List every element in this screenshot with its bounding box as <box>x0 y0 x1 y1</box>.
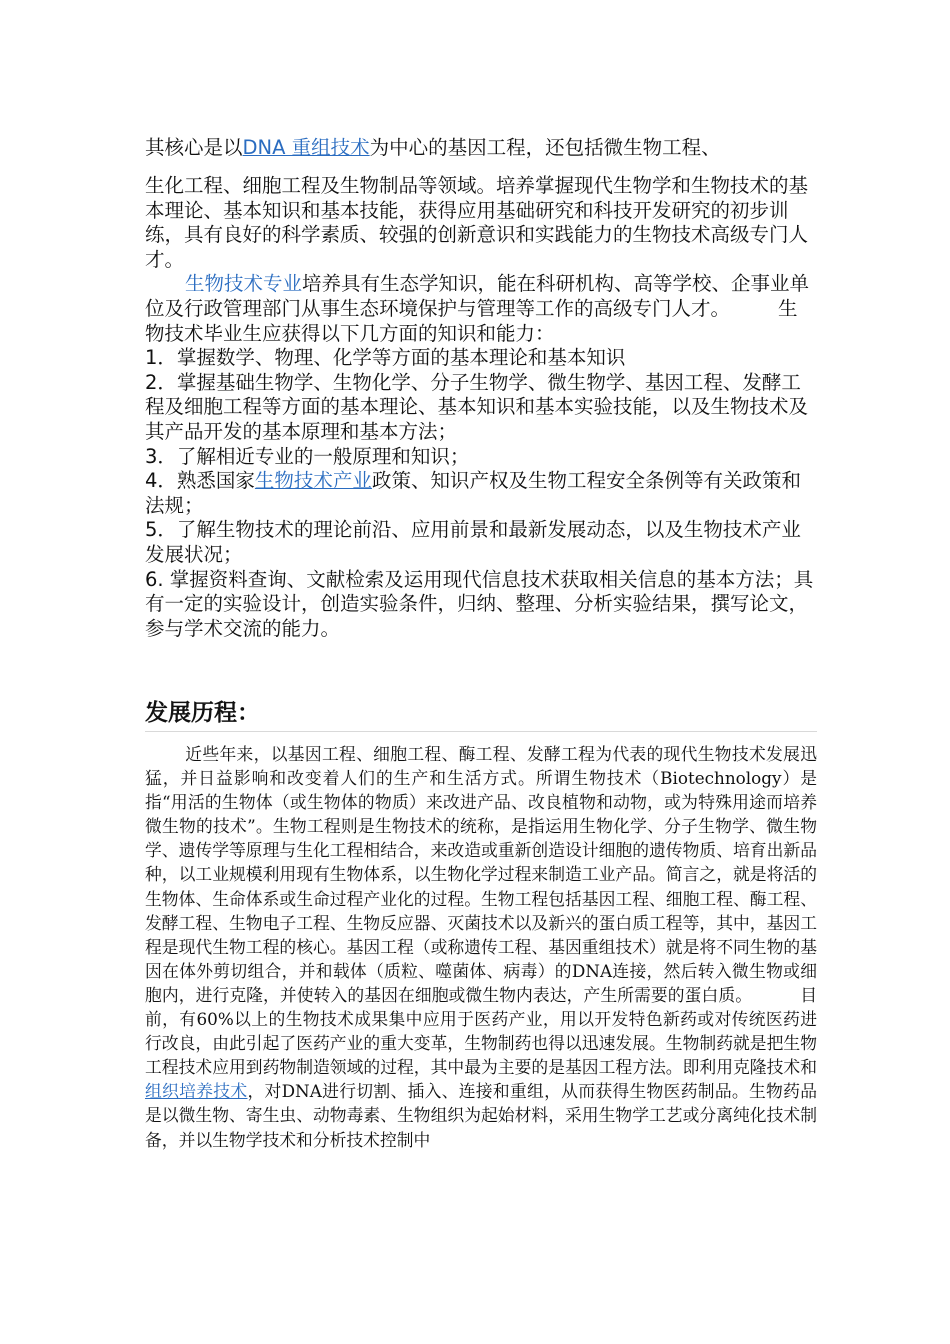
biotech-industry-link[interactable]: 生物技术产业 <box>254 469 372 493</box>
history-paragraph-b-suffix: ，对DNA进行切割、插入、连接和重组，从而获得生物医药制品。生物药品是以微生物、寄生虫、动物毒素、生物组织为起始材料，采用生物学工艺或分离纯化技术制备，并以生物学技术和分析技术控制中 <box>145 1081 817 1150</box>
intro-first-line-prefix: 其核心是以 <box>145 136 243 159</box>
list-item-5: 5．了解生物技术的理论前沿、应用前景和最新发展动态，以及生物技术产业发展状况； <box>145 518 801 566</box>
heading-divider <box>145 731 817 732</box>
list-item-4 <box>145 469 817 518</box>
intro-first-line-suffix: 为中心的基因工程，还包括微生物工程、 <box>369 136 721 159</box>
history-body <box>145 742 817 1152</box>
list-item-4-prefix: 4．熟悉国家 <box>145 469 255 493</box>
list-item-6: 6. 掌握资料查询、文献检索及运用现代信息技术获取相关信息的基本方法；具有一定的实验设计，创造实验条件，归纳、整理、分析实验结果，撰写论文，参与学术交流的能力。 <box>145 567 814 640</box>
major-paragraph-text: 培养具有生态学知识，能在科研机构、高等学校、企事业单位及行政管理部门从事生态环境保护与管理等工作的高级专门人才。 <box>145 272 810 320</box>
abilities-intro: 生物技术毕业生应获得以下几方面的知识和能力： <box>145 296 798 345</box>
biotech-major-link[interactable]: 生物技术专业 <box>185 272 303 296</box>
list-item-3: 3．了解相近专业的一般原理和知识； <box>145 444 470 468</box>
intro-first-line <box>145 136 817 160</box>
list-item-2: 2．掌握基础生物学、生物化学、分子生物学、微生物学、基因工程、发酵工程及细胞工程等方面的基本理论、基本知识和基本实验技能，以及生物技术及其产品开发的基本原理和基本方法； <box>145 370 809 443</box>
intro-paragraph: 生化工程、细胞工程及生物制品等领域。培养掌握现代生物学和生物技术的基本理论、基本知识和基本技能，获得应用基础研究和科技开发研究的初步训练，具有良好的科学素质、较强的创新意识和实践能力的生物技术高级专门人才。 <box>145 174 809 271</box>
history-paragraph-b-prefix: 目前，有60%以上的生物技术成果集中应用于医药产业，用以开发特色新药或对传统医药进行改良，由此引起了医药产业的重大变革，生物制药也得以迅速发展。生物制药就是把生物工程技术应用到药物制造领域的过程，其中最为主要的是基因工程方法。即利用克隆技术和 <box>145 984 817 1078</box>
list-item-4-suffix: 政策、知识产权及生物工程安全条例等有关政策和法规； <box>145 469 801 517</box>
dna-recombination-link[interactable]: DNA 重组技术 <box>242 136 370 159</box>
intro-section <box>145 174 817 641</box>
history-heading: 发展历程： <box>145 700 260 726</box>
tissue-culture-link[interactable]: 组织培养技术 <box>145 1081 248 1102</box>
major-paragraph <box>145 272 817 346</box>
history-paragraph-a: 近些年来，以基因工程、细胞工程、酶工程、发酵工程为代表的现代生物技术发展迅猛，并日益影响和改变着人们的生产和生活方式。所谓生物技术（Biotechnology）是指“用活的生物体（或生物体的物质）来改进产品、改良植物和动物，或为特殊用途而培养微生物的技术”。生物工程则是生物技术的统称，是指运用生物化学、分子生物学、微生物学、遗传学等原理与生化工程相结合，来改造或重新创造设计细胞的遗传物质、培育出新品种，以工业规模利用现有生物体系，以生物化学过程来制造工业产品。简言之，就是将活的生物体、生命体系或生命过程产业化的过程。生物工程包括基因工程、细胞工程、酶工程、发酵工程、生物电子工程、生物反应器、灭菌技术以及新兴的蛋白质工程等，其中，基因工程是现代生物工程的核心。基因工程（或称遗传工程、基因重组技术）就是将不同生物的基因在体外剪切组合，并和载体（质粒、噬菌体、病毒）的DNA连接，然后转入微生物或细胞内，进行克隆，并使转入的基因在细胞或微生物内表达，产生所需要的蛋白质。 <box>145 744 817 1005</box>
list-item-1: 1．掌握数学、物理、化学等方面的基本理论和基本知识 <box>145 346 626 370</box>
